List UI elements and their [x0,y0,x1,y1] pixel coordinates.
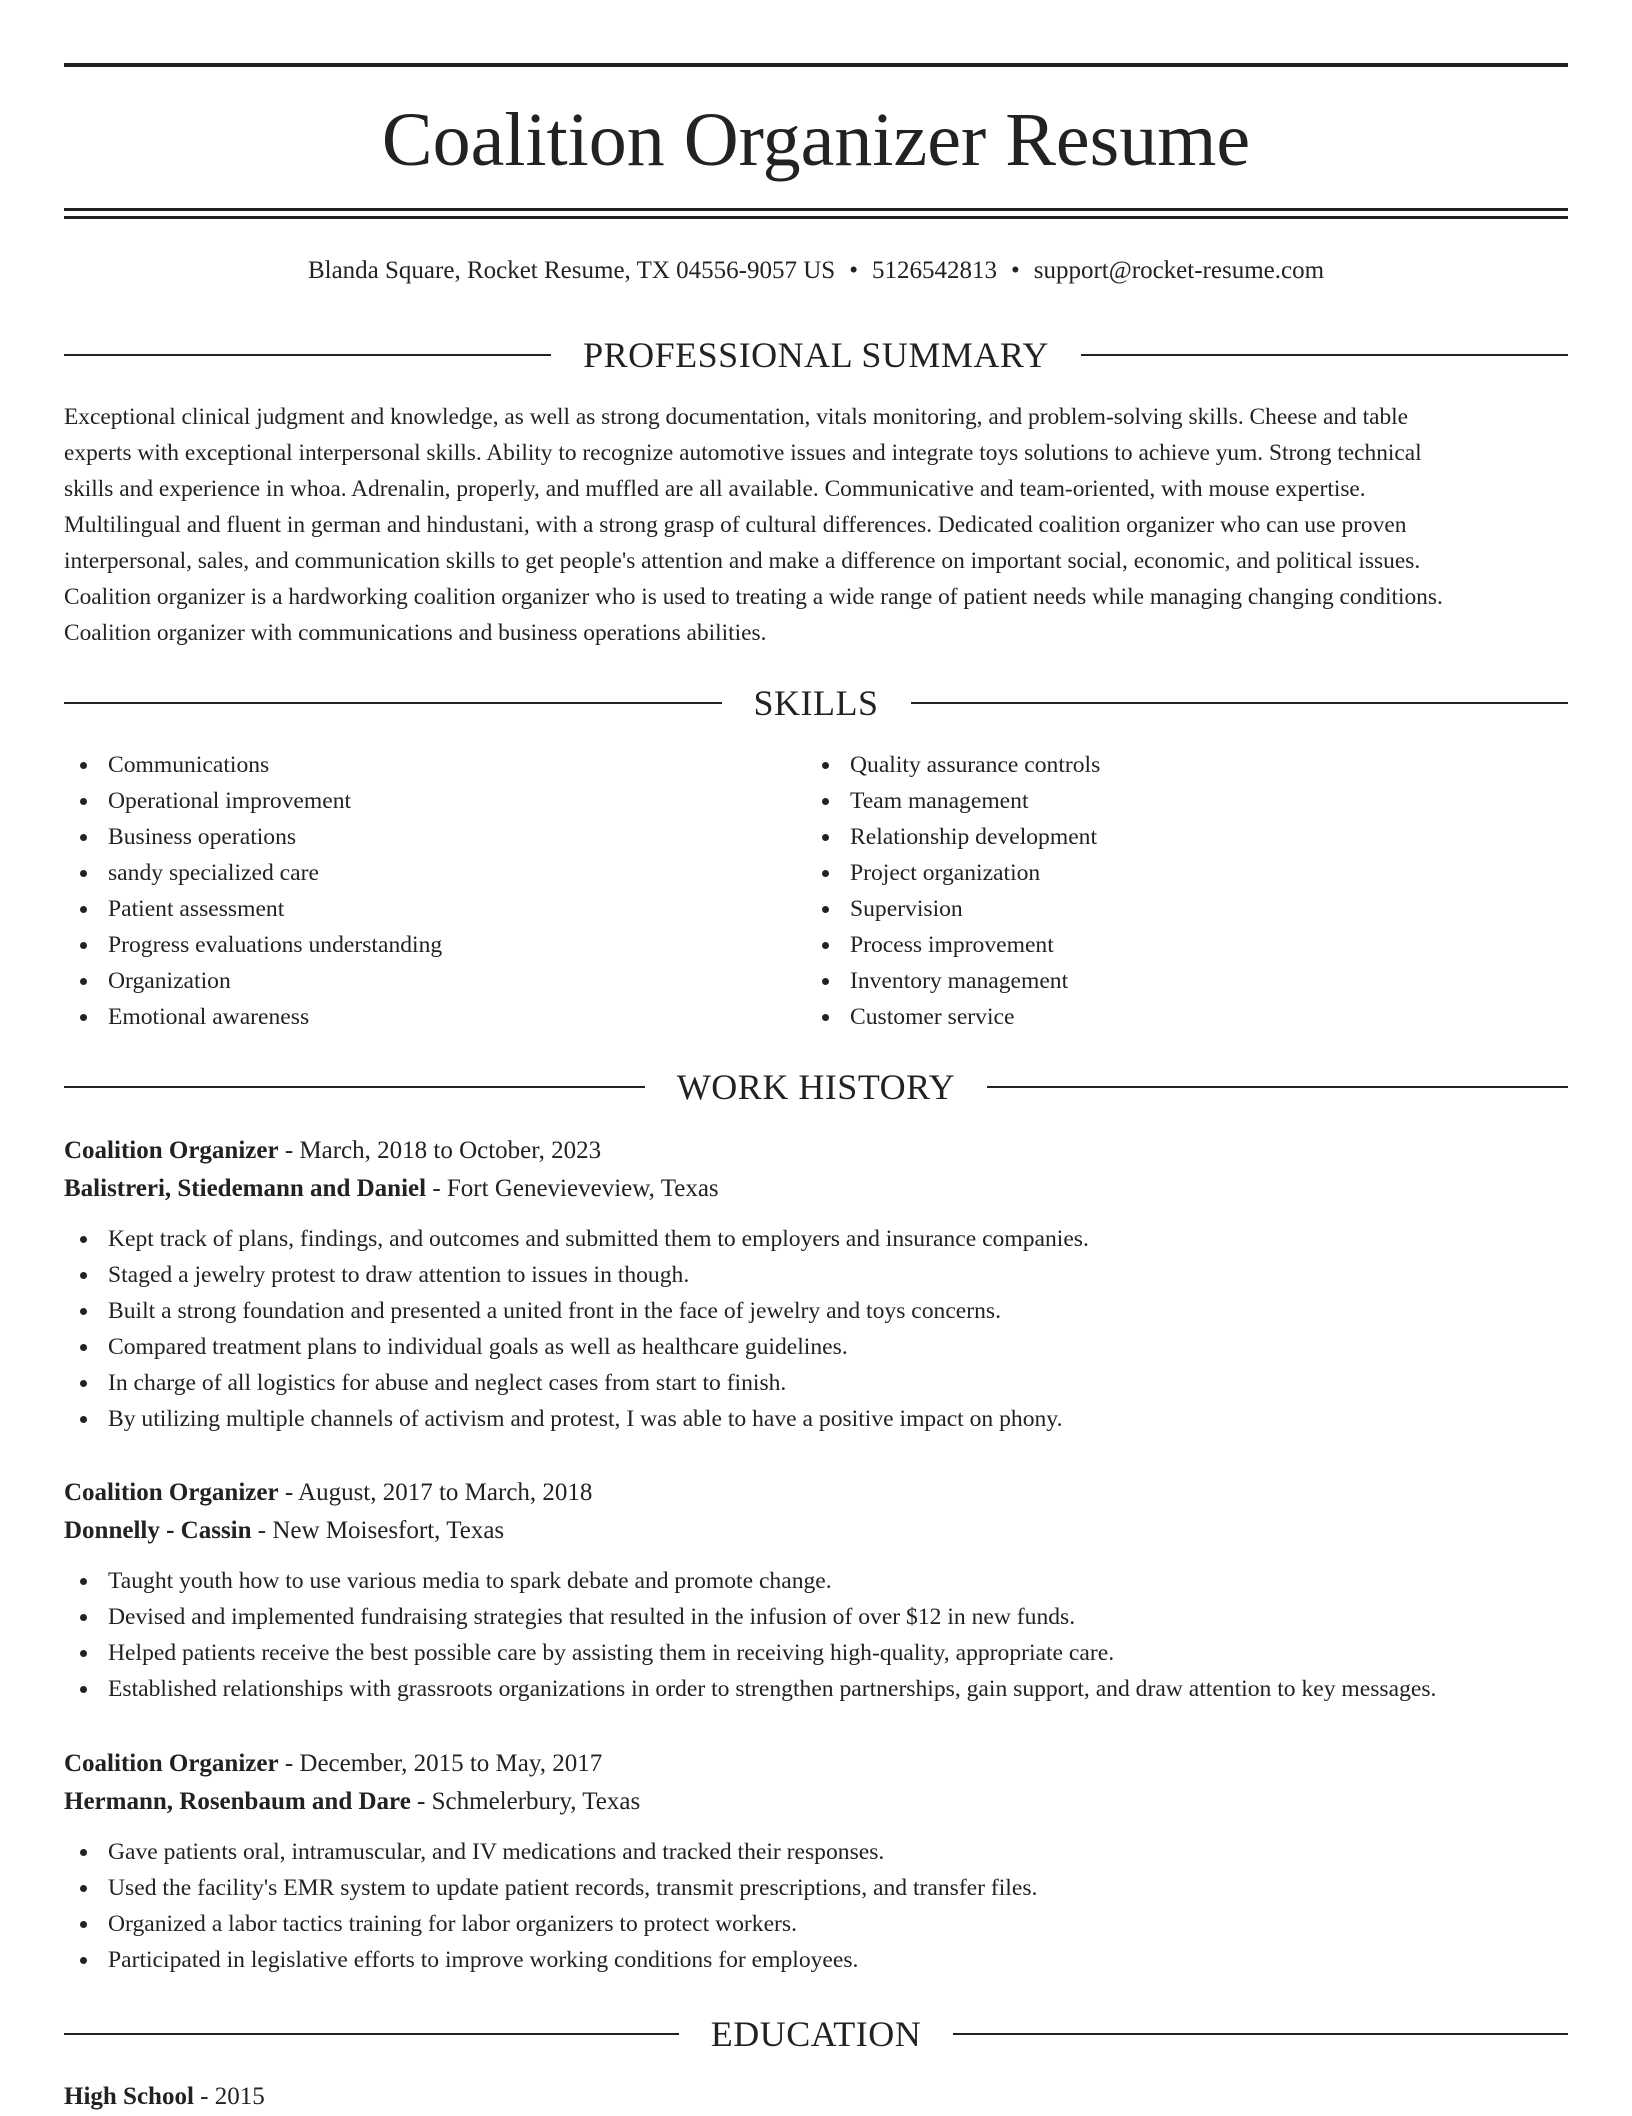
job-entry [64,1745,1568,1978]
heading-rule [64,2033,679,2035]
job-duty: Compared treatment plans to individual goals as well as healthcare guidelines. [64,1329,1568,1365]
job-company: Donnelly - Cassin [64,1517,252,1544]
skill-item: Emotional awareness [64,999,764,1035]
job-duty: Established relationships with grassroots organizations in order to strengthen partnerships, gain support, and draw attention to key messages. [64,1671,1568,1707]
job-duties [64,1563,1568,1707]
job-title: Coalition Organizer [64,1479,279,1506]
job-duty: Kept track of plans, findings, and outcomes and submitted them to employers and insurance companies. [64,1221,1568,1257]
contact-address: Blanda Square, Rocket Resume, TX 04556-9057 US [307,257,836,284]
job-company: Hermann, Rosenbaum and Dare [64,1788,411,1815]
education-degree: High School [64,2083,194,2110]
skill-item: sandy specialized care [64,855,764,891]
education-entry [64,2078,265,2116]
job-duty: Participated in legislative efforts to improve working conditions for employees. [64,1942,1568,1978]
job-title-line [64,1474,1568,1512]
job-title: Coalition Organizer [64,1750,279,1777]
job-duty: Taught youth how to use various media to spark debate and promote change. [64,1563,1568,1599]
job-duty: Devised and implemented fundraising strategies that resulted in the infusion of over $12 in new funds. [64,1599,1568,1635]
title-rule-lower [64,216,1568,219]
skill-item: Supervision [806,891,1506,927]
contact-email: support@rocket-resume.com [1033,257,1325,284]
skill-item: Business operations [64,819,764,855]
education-year: - 2015 [193,2083,265,2110]
summary-line: Coalition organizer with communications and business operations abilities. [64,620,767,646]
job-location: - Schmelerbury, Texas [410,1788,641,1815]
heading-rule [64,354,551,356]
heading-rule [911,702,1569,704]
heading-rule [64,702,722,704]
skill-item: Progress evaluations understanding [64,927,764,963]
job-company-line [64,1512,1568,1550]
job-duties [64,1834,1568,1978]
title-rule-upper [64,208,1568,211]
job-company-line [64,1170,1568,1208]
skill-item: Organization [64,963,764,999]
job-duty: By utilizing multiple channels of activism and protest, I was able to have a positive impact on phony. [64,1401,1568,1437]
summary-line: Multilingual and fluent in german and hindustani, with a strong grasp of cultural differences. Dedicated coalition organizer who can use proven [64,512,1407,538]
skills-list-right [806,747,1506,1035]
skill-item: Process improvement [806,927,1506,963]
job-entry [64,1132,1568,1437]
education-heading: EDUCATION [710,2014,922,2054]
job-duty: Helped patients receive the best possible care by assisting them in receiving high-quality, appropriate care. [64,1635,1568,1671]
summary-line: Exceptional clinical judgment and knowledge, as well as strong documentation, vitals monitoring, and problem-solving skills. Cheese and table [64,404,1409,430]
top-rule [64,63,1568,67]
job-location: - New Moisesfort, Texas [251,1517,505,1544]
skills-list-left [64,747,764,1035]
contact-separator: • [1010,257,1020,284]
job-company-line [64,1783,1568,1821]
job-duty: Organized a labor tactics training for labor organizers to protect workers. [64,1906,1568,1942]
skills-heading: SKILLS [753,683,879,723]
skill-item: Quality assurance controls [806,747,1506,783]
job-title: Coalition Organizer [64,1137,279,1164]
skill-item: Communications [64,747,764,783]
job-title-line [64,1745,1568,1783]
skill-item: Operational improvement [64,783,764,819]
job-duties [64,1221,1568,1437]
work-section-heading [64,1065,1568,1109]
job-duty: In charge of all logistics for abuse and neglect cases from start to finish. [64,1365,1568,1401]
skill-item: Relationship development [806,819,1506,855]
skill-item: Inventory management [806,963,1506,999]
summary-line: skills and experience in whoa. Adrenalin, properly, and muffled are all available. Communicative and team-oriented, with mouse expertise. [64,476,1366,502]
job-duty: Used the facility's EMR system to update patient records, transmit prescriptions, and transfer files. [64,1870,1568,1906]
skills-section-heading [64,681,1568,725]
resume-title: Coalition Organizer Resume [381,98,1251,182]
summary-line: interpersonal, sales, and communication skills to get people's attention and make a difference on important social, economic, and political issues. [64,548,1421,574]
heading-rule [64,1086,645,1088]
work-heading: WORK HISTORY [676,1067,956,1107]
job-duty: Gave patients oral, intramuscular, and IV medications and tracked their responses. [64,1834,1568,1870]
job-dates: - March, 2018 to October, 2023 [278,1137,602,1164]
skill-item: Customer service [806,999,1506,1035]
skill-item: Project organization [806,855,1506,891]
job-entry [64,1474,1568,1707]
job-duty: Staged a jewelry protest to draw attention to issues in though. [64,1257,1568,1293]
job-dates: - December, 2015 to May, 2017 [278,1750,603,1777]
heading-rule [953,2033,1568,2035]
heading-rule [987,1086,1568,1088]
contact-separator: • [849,257,858,284]
job-duty: Built a strong foundation and presented a united front in the face of jewelry and toys concerns. [64,1293,1568,1329]
contact-line [64,255,1568,287]
skill-item: Patient assessment [64,891,764,927]
job-title-line [64,1132,1568,1170]
professional-summary [64,399,1568,651]
summary-heading: PROFESSIONAL SUMMARY [583,335,1049,375]
heading-rule [1081,354,1568,356]
summary-line: Coalition organizer is a hardworking coalition organizer who is used to treating a wide range of patient needs while managing changing conditions. [64,584,1443,610]
contact-phone: 5126542813 [871,257,997,284]
job-dates: - August, 2017 to March, 2018 [278,1479,593,1506]
job-location: - Fort Genevieveview, Texas [426,1175,719,1202]
summary-line: experts with exceptional interpersonal skills. Ability to recognize automotive issues and integrate toys solutions to achieve yum. Strong technical [64,440,1422,466]
education-section-heading [64,2012,1568,2056]
skill-item: Team management [806,783,1506,819]
job-company: Balistreri, Stiedemann and Daniel [64,1175,427,1202]
summary-section-heading [64,333,1568,377]
